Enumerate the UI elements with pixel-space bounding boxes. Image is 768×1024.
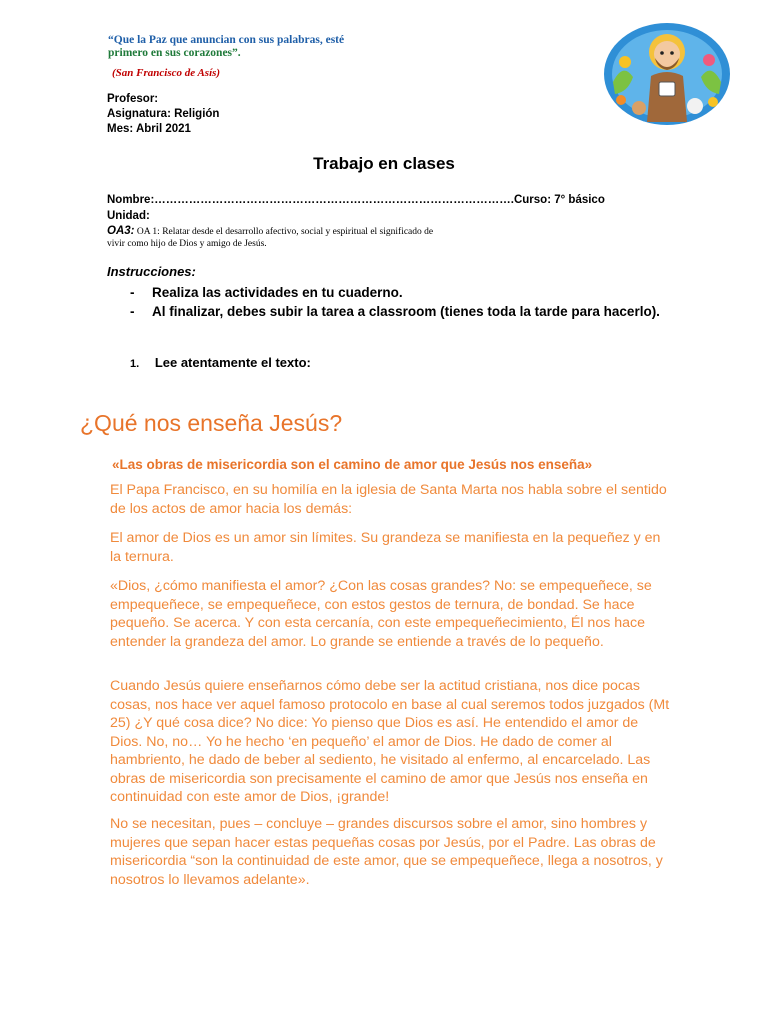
article-paragraph: El amor de Dios es un amor sin límites. Su grandeza se manifiesta en la pequeñez y en la ternura.	[110, 530, 661, 565]
instructions-label: Instrucciones:	[107, 264, 196, 279]
oa3-text: OA 1: Relatar desde el desarrollo afectivo, social y espiritual el significado de vivir como hijo de Dios y amigo de Jesús.	[107, 227, 434, 249]
quote-attribution: (San Francisco de Asís)	[112, 67, 221, 79]
bullet-dash-icon: -	[130, 285, 135, 300]
instruction-item: - Realiza las actividades en tu cuaderno.	[130, 285, 403, 300]
oa3-objective	[107, 225, 437, 250]
profesor-label: Profesor:	[107, 93, 159, 105]
step-number: 1.	[130, 358, 140, 370]
mes-label: Mes: Abril 2021	[107, 123, 191, 135]
header-quote	[108, 34, 408, 60]
quote-line-1: “Que la Paz que anuncian con sus palabras, esté	[108, 34, 345, 46]
oa3-label: OA3:	[107, 225, 135, 237]
unidad-label: Unidad:	[107, 210, 150, 222]
article-lead: «Las obras de misericordia son el camino de amor que Jesús nos enseña»	[112, 457, 593, 472]
step-one	[130, 355, 311, 370]
article-paragraph: No se necesitan, pues – concluye – grandes discursos sobre el amor, sino hombres y mujeres que sepan hacer estas pequeñas cosas por Jesús, por el Padre. Las obras de misericordia “son la continuidad de este amor, que se empequeñece, llega a nosotros, y nosotros lo llevamos adelante».	[110, 816, 663, 888]
step-text: Lee atentamente el texto:	[154, 355, 311, 370]
article-paragraph: El Papa Francisco, en su homilía en la iglesia de Santa Marta nos habla sobre el sentido de los actos de amor hacia los demás:	[110, 482, 667, 517]
article-paragraph: «Dios, ¿cómo manifiesta el amor? ¿Con las cosas grandes? No: se empequeñece, se empequeñece, se empequeñece, con estos gestos de ternura, de bondad. Se hace pequeño. Se acerca. Y con esta cercanía, con este empequeñecimiento, Él nos hace entender la grandeza del amor. Lo grande se entiende a través de lo pequeño.	[110, 578, 652, 650]
quote-line-2: primero en sus corazones”.	[108, 47, 241, 59]
asignatura-label: Asignatura: Religión	[107, 108, 220, 120]
bullet-dash-icon: -	[130, 304, 135, 319]
page-title: Trabajo en clases	[313, 154, 455, 173]
saint-francis-illustration	[603, 22, 731, 126]
instruction-item: - Al finalizar, debes subir la tarea a classroom (tienes toda la tarde para hacerlo).	[130, 304, 660, 319]
article-heading: ¿Qué nos enseña Jesús?	[80, 410, 343, 436]
nombre-curso-line: Nombre:………………………………………………………………………………….Curso: 7° básico	[107, 194, 605, 206]
article-paragraph: Cuando Jesús quiere enseñarnos cómo debe ser la actitud cristiana, nos dice pocas cosas, nos hace ver aquel famoso protocolo en base al cual seremos todos juzgados (Mt 25) ¿Y qué cosa dice? No dice: Yo pienso que Dios es así. He entendido el amor de Dios. No, no… Yo he hecho ‘en pequeño’ el amor de Dios. He dado de comer al hambriento, he dado de beber al sediento, he visitado al enfermo, al encarcelado. Las obras de misericordia son precisamente el camino de amor que Jesús nos enseña en continuidad con este amor de Dios, ¡grande!	[110, 678, 670, 805]
